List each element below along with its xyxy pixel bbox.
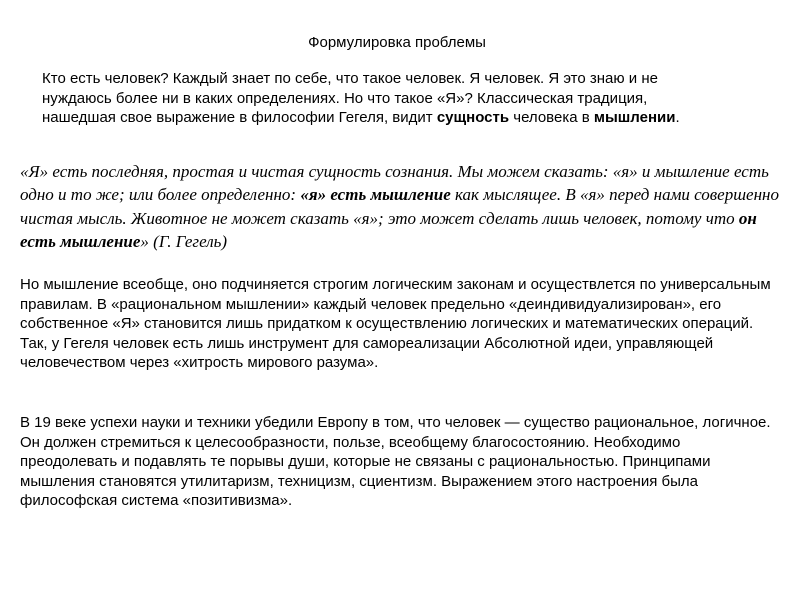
- quote-part-1: «Я» есть последняя, простая и чистая сущность сознания. Мы можем сказать: «я» и мышление есть одно и то же; или более определенно:: [20, 162, 769, 205]
- intro-text-b: человека в: [509, 109, 594, 126]
- paragraph-3: В 19 веке успехи науки и техники убедили Европу в том, что человек — существо рациональное, логичное. Он должен стремиться к целесообразности, пользе, всеобщему благосостоянию. Необходимо преодолевать и подавлять те порывы души, которые не связаны с рациональностью. Принципами мышления становятся утилитаризм, техницизм, сциентизм. Выражением этого настроения была философская система «позитивизма».: [20, 414, 771, 509]
- intro-paragraph: [42, 69, 722, 128]
- intro-text-c: .: [675, 109, 680, 126]
- intro-text-a: Кто есть человек? Каждый знает по себе, что такое человек. Я человек. Я это знаю и не нуждаюсь более ни в каких определениях. Но что такое «Я»? Классическая традиция, нашедшая свое выражение в философии Гегеля, видит: [42, 70, 658, 126]
- intro-bold-thinking: мышлении: [593, 109, 676, 126]
- paragraph-2: Но мышление всеобще, оно подчиняется строгим логическим законам и осуществлется по универсальным правилам. В «рациональном мышлении» каждый человек предельно «деиндивидуализирован», его собственное «Я» становится лишь придатком к осуществлению логических и математических операций. Так, у Гегеля человек есть лишь инструмент для самореализации Абсолютной идеи, управляющей человечеством через «хитрость мирового разума».: [20, 276, 771, 371]
- quote-bold-1: «я» есть мышление: [300, 185, 451, 205]
- quote-bold-2: он есть мышление: [20, 208, 757, 251]
- slide-title: Формулировка проблемы: [308, 34, 486, 51]
- quote-part-2: как мыслящее. В «я» перед нами совершенно чистая мысль. Животное не может сказать «я»; это может сделать лишь человек, потому что: [20, 185, 779, 228]
- hegel-quote: [20, 160, 780, 253]
- quote-part-3: » (Г. Гегель): [140, 231, 227, 251]
- intro-bold-essence: сущность: [436, 109, 510, 126]
